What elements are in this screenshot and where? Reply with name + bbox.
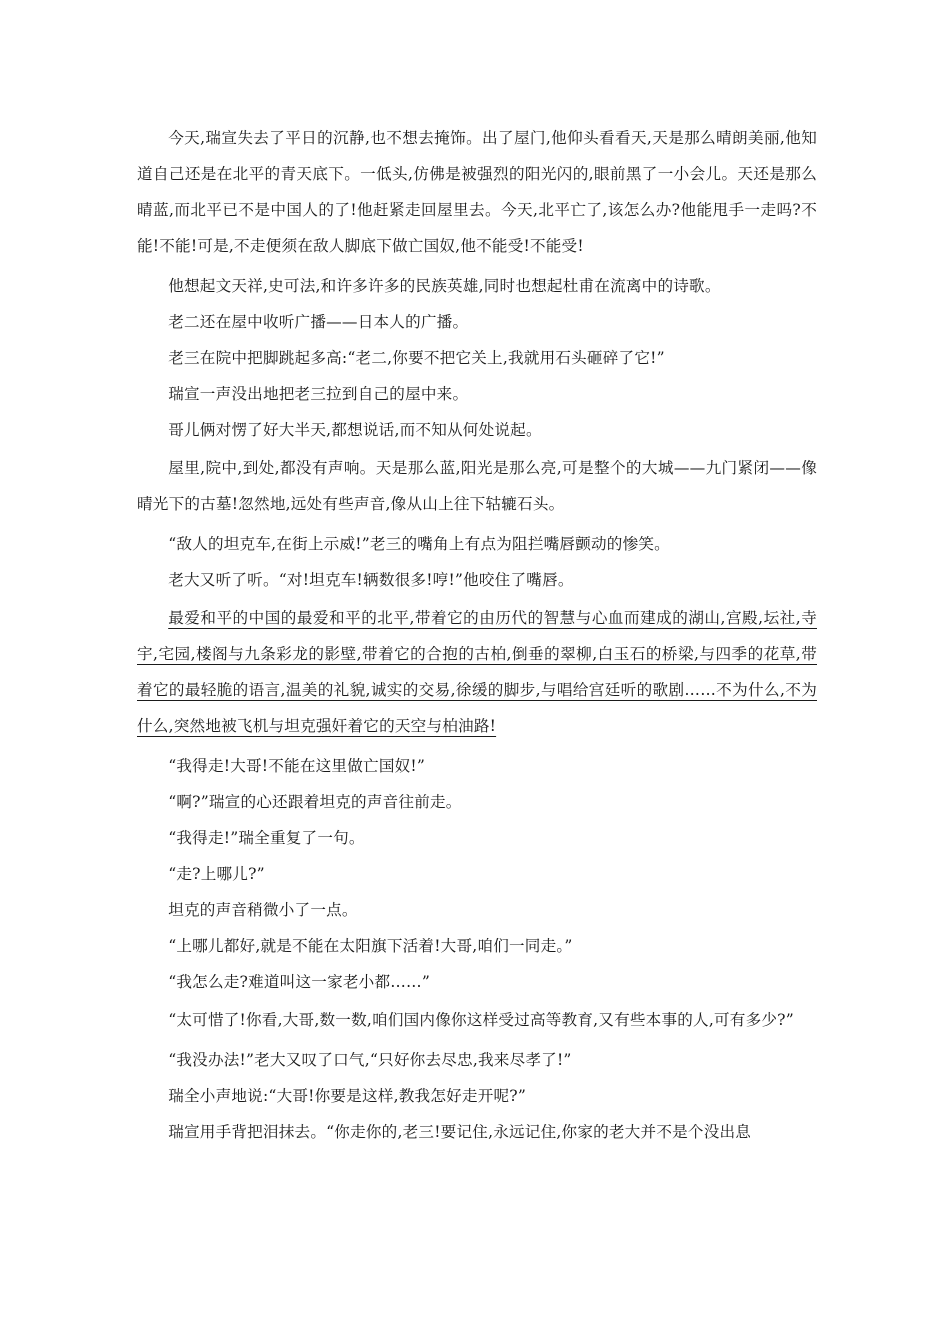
- paragraph: “太可惜了!你看,大哥,数一数,咱们国内像你这样受过高等教育,又有些本事的人,可有多少?”: [168, 1011, 794, 1029]
- paragraph: 他想起文天祥,史可法,和许多许多的民族英雄,同时也想起杜甫在流离中的诗歌。: [168, 277, 721, 295]
- paragraph: “我得走!大哥!不能在这里做亡国奴!”: [168, 757, 426, 775]
- paragraph: 老三在院中把脚跳起多高:“老二,你要不把它关上,我就用石头砸碎了它!”: [168, 349, 665, 367]
- paragraph: “敌人的坦克车,在街上示威!”老三的嘴角上有点为阻拦嘴唇颤动的惨笑。: [168, 535, 670, 553]
- paragraph: 屋里,院中,到处,都没有声响。天是那么蓝,阳光是那么亮,可是整个的大城——九门紧闭——像晴光下的古墓!忽然地,远处有些声音,像从山上往下轱辘石头。: [137, 459, 817, 513]
- paragraph: 瑞全小声地说:“大哥!你要是这样,教我怎好走开呢?”: [168, 1087, 527, 1105]
- paragraph: 坦克的声音稍微小了一点。: [168, 901, 358, 919]
- underlined-paragraph: 最爱和平的中国的最爱和平的北平,带着它的由历代的智慧与心血而建成的湖山,宫殿,坛社,寺宇,宅园,楼阁与九条彩龙的影壁,带着它的合抱的古柏,倒垂的翠柳,白玉石的桥梁,与四季的花草,带着它的最轻脆的语言,温美的礼貌,诚实的交易,徐缓的脚步,与唱给宫廷听的歌剧……不为什么,不为什么,突然地被飞机与坦克强奸着它的天空与柏油路!: [137, 609, 817, 735]
- paragraph: “啊?”瑞宣的心还跟着坦克的声音往前走。: [168, 793, 462, 811]
- paragraph: “我得走!”瑞全重复了一句。: [168, 829, 365, 847]
- paragraph: 哥儿俩对愣了好大半天,都想说话,而不知从何处说起。: [168, 421, 542, 439]
- paragraph: 老二还在屋中收听广播——日本人的广播。: [168, 313, 469, 331]
- paragraph: 老大又听了听。“对!坦克车!辆数很多!哼!”他咬住了嘴唇。: [168, 571, 574, 589]
- paragraph: “走?上哪儿?”: [168, 865, 265, 883]
- paragraph: 今天,瑞宣失去了平日的沉静,也不想去掩饰。出了屋门,他仰头看看天,天是那么晴朗美丽,他知道自己还是在北平的青天底下。一低头,仿佛是被强烈的阳光闪的,眼前黑了一小会儿。天还是那么晴蓝,而北平已不是中国人的了!他赶紧走回屋里去。今天,北平亡了,该怎么办?他能甩手一走吗?不能!不能!可是,不走便须在敌人脚底下做亡国奴,他不能受!不能受!: [137, 129, 817, 255]
- paragraph: 瑞宣一声没出地把老三拉到自己的屋中来。: [168, 385, 469, 403]
- paragraph: “上哪儿都好,就是不能在太阳旗下活着!大哥,咱们一同走。”: [168, 937, 573, 955]
- paragraph: “我怎么走?难道叫这一家老小都……”: [168, 973, 430, 991]
- document-body: [137, 120, 817, 1152]
- paragraph: “我没办法!”老大又叹了口气,“只好你去尽忠,我来尽孝了!”: [168, 1051, 572, 1069]
- paragraph: 瑞宣用手背把泪抹去。“你走你的,老三!要记住,永远记住,你家的老大并不是个没出息: [168, 1123, 752, 1141]
